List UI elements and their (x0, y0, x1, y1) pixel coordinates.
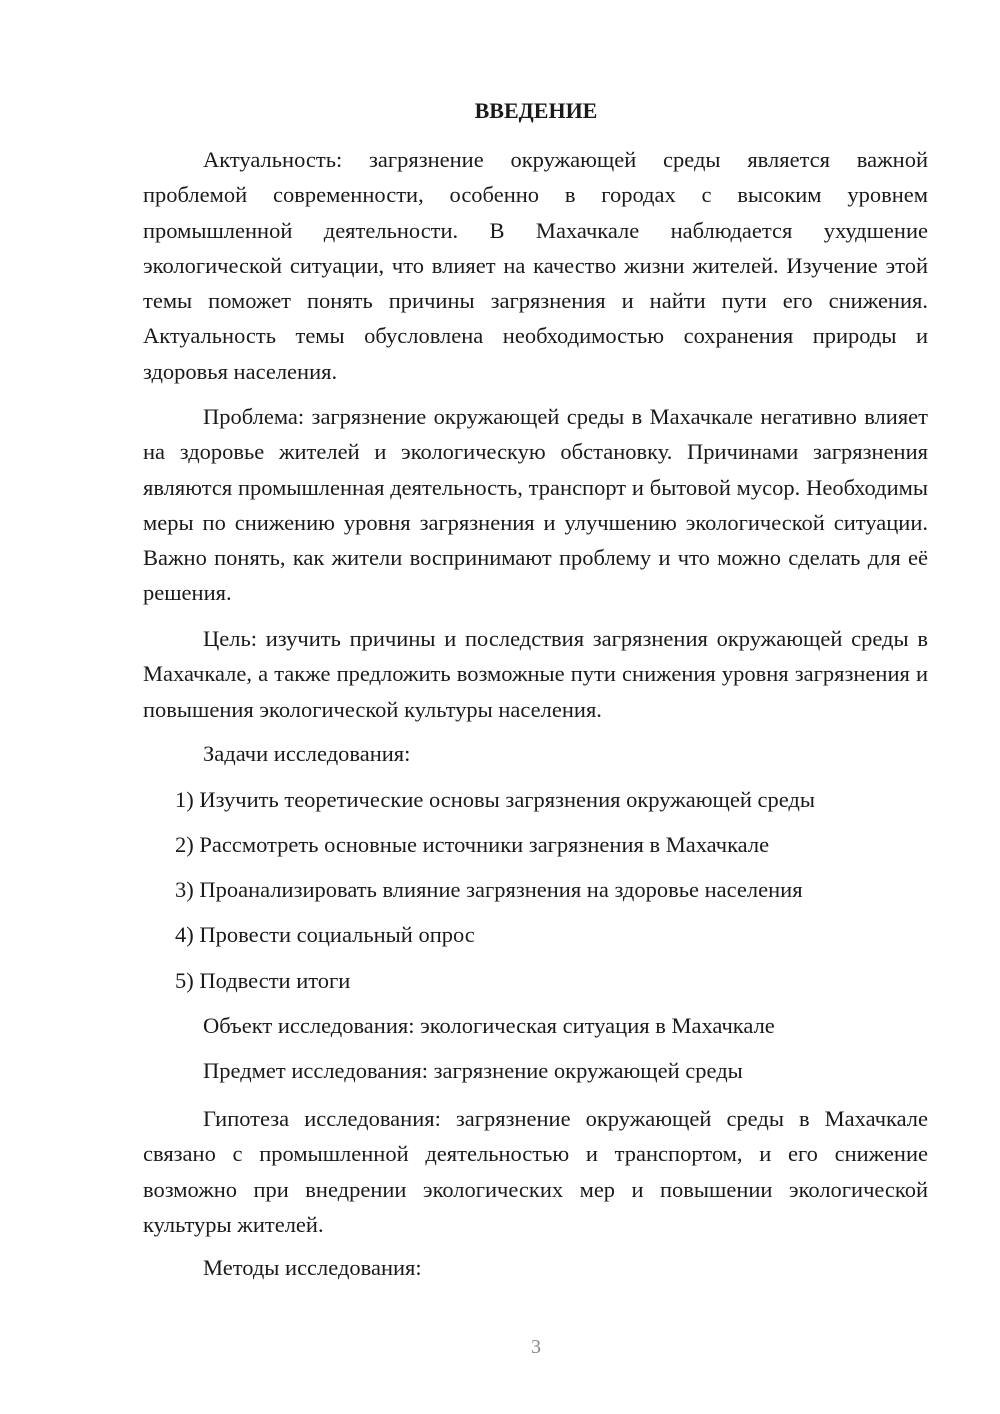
research-object: Объект исследования: экологическая ситуация в Махачкале (203, 1013, 775, 1038)
hypothesis-paragraph: Гипотеза исследования: загрязнение окружающей среды в Махачкале связано с промышленной деятельностью и транспортом, и его снижение возможно при внедрении экологических мер и повышении экологической культуры жителей. (143, 1106, 928, 1237)
document-title: ВВЕДЕНИЕ (474, 98, 598, 123)
tasks-heading: Задачи исследования: (203, 741, 411, 766)
research-subject: Предмет исследования: загрязнение окружающей среды (203, 1058, 743, 1083)
methods-heading: Методы исследования: (203, 1255, 422, 1280)
task-item-1: 1) Изучить теоретические основы загрязнения окружающей среды (175, 787, 815, 812)
task-item-3: 3) Проанализировать влияние загрязнения на здоровье населения (175, 877, 803, 902)
relevance-paragraph: Актуальность: загрязнение окружающей среды является важной проблемой современности, особенно в городах с высоким уровнем промышленной деятельности. В Махачкале наблюдается ухудшение экологической ситуации, что влияет на качество жизни жителей. Изучение этой темы поможет понять причины загрязнения и найти пути его снижения. Актуальность темы обусловлена необходимостью сохранения природы и здоровья населения. (143, 147, 928, 384)
task-item-2: 2) Рассмотреть основные источники загрязнения в Махачкале (175, 832, 770, 857)
goal-paragraph: Цель: изучить причины и последствия загрязнения окружающей среды в Махачкале, а также предложить возможные пути снижения уровня загрязнения и повышения экологической культуры населения. (143, 626, 928, 722)
problem-paragraph: Проблема: загрязнение окружающей среды в Махачкале негативно влияет на здоровье жителей и экологическую обстановку. Причинами загрязнения являются промышленная деятельность, транспорт и бытовой мусор. Необходимы меры по снижению уровня загрязнения и улучшению экологической ситуации. Важно понять, как жители воспринимают проблему и что можно сделать для её решения. (143, 404, 928, 606)
task-item-4: 4) Провести социальный опрос (175, 922, 475, 947)
page-number: 3 (531, 1336, 541, 1358)
task-item-5: 5) Подвести итоги (175, 968, 351, 993)
